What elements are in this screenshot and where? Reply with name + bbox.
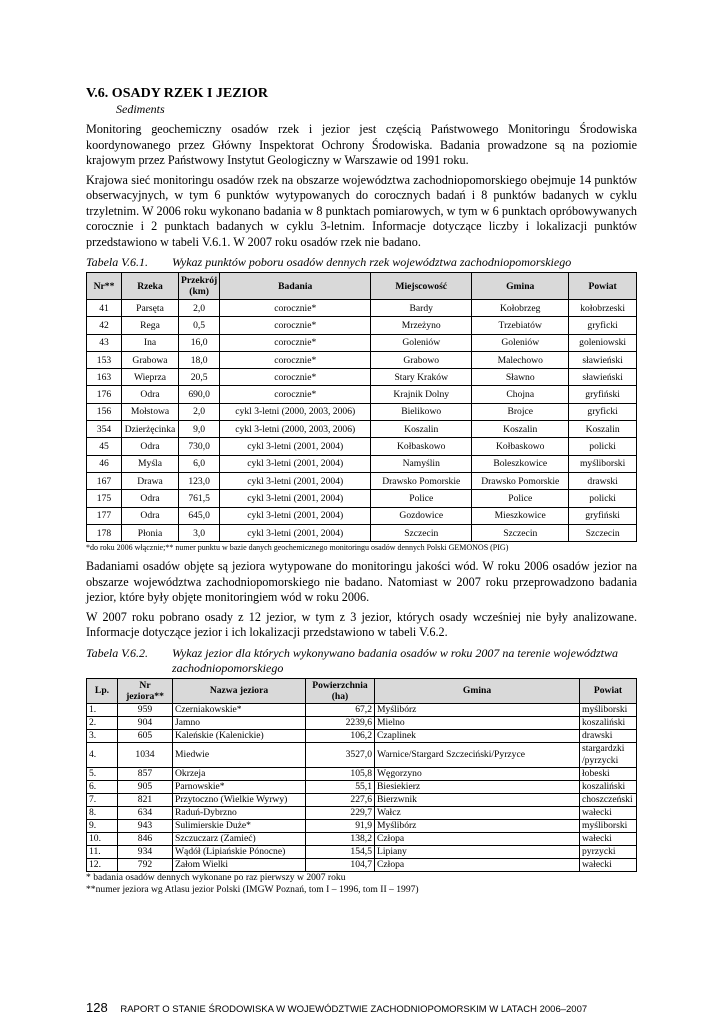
table-cell: 0,5 (179, 317, 220, 334)
table-row (87, 780, 637, 793)
table-cell: wałecki (580, 832, 637, 845)
table-cell: Raduń-Dybrzno (173, 806, 306, 819)
table-cell: Mieszkowice (472, 507, 569, 524)
table-cell: 761,5 (179, 490, 220, 507)
table-cell: drawski (580, 729, 637, 742)
table-cell: pyrzycki (580, 845, 637, 858)
table-cell: Bierzwnik (375, 793, 580, 806)
table-cell: 934 (118, 845, 173, 858)
table-cell: Chojna (472, 386, 569, 403)
table-cell: 8. (87, 806, 118, 819)
table1-caption-label: Tabela V.6.1. (86, 255, 149, 269)
table-cell: Kołobrzeg (472, 300, 569, 317)
table-row (87, 858, 637, 871)
table-cell: 6,0 (179, 455, 220, 472)
table-cell: Sławno (472, 369, 569, 386)
table-cell: 55,1 (306, 780, 375, 793)
table-row (87, 729, 637, 742)
table-cell: 821 (118, 793, 173, 806)
table-cell: corocznie* (220, 369, 371, 386)
table-header-row (87, 273, 637, 300)
table-cell: Rega (122, 317, 179, 334)
table-cell: Okrzeja (173, 767, 306, 780)
table-cell: 2,0 (179, 300, 220, 317)
table-row (87, 386, 637, 403)
col-header: Lp. (87, 678, 118, 703)
table-row (87, 317, 637, 334)
table-cell: 20,5 (179, 369, 220, 386)
table-cell: 227,6 (306, 793, 375, 806)
table-cell: 12. (87, 858, 118, 871)
col-header: Nr** (87, 273, 122, 300)
table-cell: corocznie* (220, 351, 371, 368)
table-cell: Lipiany (375, 845, 580, 858)
page (86, 86, 637, 896)
table-cell: corocznie* (220, 300, 371, 317)
table-cell: 16,0 (179, 334, 220, 351)
table-cell: Miedwie (173, 742, 306, 767)
table-cell: Mołstowa (122, 403, 179, 420)
page-footer (86, 1000, 587, 1015)
table-cell: Szczuczarz (Zamieć) (173, 832, 306, 845)
table-cell: Węgorzyno (375, 767, 580, 780)
table-cell: Goleniów (472, 334, 569, 351)
table-cell: 41 (87, 300, 122, 317)
table-cell: Bardy (371, 300, 472, 317)
table2-caption-text: Wykaz jezior dla których wykonywano badania osadów w roku 2007 na terenie województwa zachodniopomorskiego (172, 645, 618, 675)
table-cell: 2239,6 (306, 716, 375, 729)
table-cell: cykl 3-letni (2001, 2004) (220, 507, 371, 524)
table-cell: 2,0 (179, 403, 220, 420)
table-cell: Załom Wielki (173, 858, 306, 871)
table-cell: corocznie* (220, 317, 371, 334)
table-row (87, 742, 637, 767)
table-cell: Grabowo (371, 351, 472, 368)
table-cell: Drawsko Pomorskie (371, 472, 472, 489)
table-cell: Wieprza (122, 369, 179, 386)
table-cell: Namyślin (371, 455, 472, 472)
table-cell: 7. (87, 793, 118, 806)
col-header: Gmina (375, 678, 580, 703)
table-cell: 1034 (118, 742, 173, 767)
table-row (87, 793, 637, 806)
table-cell: cykl 3-letni (2001, 2004) (220, 490, 371, 507)
table-row (87, 806, 637, 819)
table-row (87, 845, 637, 858)
table-cell: Człopa (375, 832, 580, 845)
table-cell: 154,5 (306, 845, 375, 858)
table-cell: 943 (118, 819, 173, 832)
table-cell: Myślibórz (375, 819, 580, 832)
lake-sediments-table (86, 678, 637, 872)
table-cell: 123,0 (179, 472, 220, 489)
table-cell: Drawsko Pomorskie (472, 472, 569, 489)
table-cell: wałecki (580, 806, 637, 819)
page-number: 128 (86, 1000, 108, 1015)
table-row (87, 472, 637, 489)
table-cell: Myśla (122, 455, 179, 472)
table-header-row (87, 678, 637, 703)
table-cell: 4. (87, 742, 118, 767)
table-cell: Czaplinek (375, 729, 580, 742)
table-cell: Koszalin (371, 421, 472, 438)
table-cell: Odra (122, 438, 179, 455)
table-row (87, 767, 637, 780)
table-cell: Przytoczno (Wielkie Wyrwy) (173, 793, 306, 806)
table-cell: cykl 3-letni (2000, 2003, 2006) (220, 421, 371, 438)
table-cell: cykl 3-letni (2001, 2004) (220, 455, 371, 472)
table-cell: 9,0 (179, 421, 220, 438)
table-cell: Szczecin (472, 524, 569, 541)
table-cell: 153 (87, 351, 122, 368)
table-cell: cykl 3-letni (2001, 2004) (220, 438, 371, 455)
table-cell: 156 (87, 403, 122, 420)
table-cell: Trzebiatów (472, 317, 569, 334)
table-cell: 43 (87, 334, 122, 351)
table-cell: 1. (87, 703, 118, 716)
table-cell: 3. (87, 729, 118, 742)
table-cell: kołobrzeski (569, 300, 637, 317)
table-cell: gryfiński (569, 386, 637, 403)
table-cell: gryfiński (569, 507, 637, 524)
table-cell: cykl 3-letni (2000, 2003, 2006) (220, 403, 371, 420)
table-cell: 11. (87, 845, 118, 858)
table-cell: 176 (87, 386, 122, 403)
table-cell: 6. (87, 780, 118, 793)
table-cell: Wądół (Lipiańskie Pónocne) (173, 845, 306, 858)
table-cell: sławieński (569, 369, 637, 386)
table-cell: policki (569, 490, 637, 507)
table-cell: 690,0 (179, 386, 220, 403)
table-cell: 45 (87, 438, 122, 455)
table-cell: 2. (87, 716, 118, 729)
table-cell: 5. (87, 767, 118, 780)
table1-note: *do roku 2006 włącznie;** numer punktu w bazie danych geochemicznego monitoringu osadów dennych Polski GEMONOS (PIG) (86, 543, 509, 553)
table-cell: policki (569, 438, 637, 455)
table-cell: Kołbaskowo (371, 438, 472, 455)
table2-caption-label: Tabela V.6.2. (86, 645, 149, 660)
table-cell: gryficki (569, 317, 637, 334)
table-cell: 605 (118, 729, 173, 742)
table-cell: 354 (87, 421, 122, 438)
table-cell: Odra (122, 386, 179, 403)
table-cell: Człopa (375, 858, 580, 871)
table1-caption (86, 255, 637, 270)
table-cell: 645,0 (179, 507, 220, 524)
table-cell: cykl 3-letni (2001, 2004) (220, 524, 371, 541)
table-cell: Mrzeżyno (371, 317, 472, 334)
col-header: Rzeka (122, 273, 179, 300)
table-cell: 229,7 (306, 806, 375, 819)
table-cell: łobeski (580, 767, 637, 780)
table-cell: myśliborski (569, 455, 637, 472)
col-header: Nazwa jeziora (173, 678, 306, 703)
table-cell: 42 (87, 317, 122, 334)
table-row (87, 421, 637, 438)
table-cell: choszczeński (580, 793, 637, 806)
table-cell: gryficki (569, 403, 637, 420)
paragraph: Krajowa sieć monitoringu osadów rzek na obszarze województwa zachodniopomorskiego obejmuje 14 punktów obserwacyjnych, w tym 6 punktów wytypowanych do corocznych badań i 8 punktów badanych w cyklu trzyletnim. W 2006 roku wykonano badania w 8 punktach pomiarowych, w tym w 6 punktach opróbowywanych corocznie i 2 punktach badanych w cyklu 3-letnim. Informacje dotyczące liczby i lokalizacji punktów przedstawiono w tabeli V.6.1. W 2007 roku osadów rzek nie badano. (86, 172, 637, 249)
col-header: Badania (220, 273, 371, 300)
table-row (87, 507, 637, 524)
table-cell: Grabowa (122, 351, 179, 368)
table-cell: Ina (122, 334, 179, 351)
table-cell: stargardzki /pyrzycki (580, 742, 637, 767)
table-cell: drawski (569, 472, 637, 489)
table-cell: Koszalin (569, 421, 637, 438)
table-cell: 634 (118, 806, 173, 819)
table-row (87, 455, 637, 472)
table-cell: Boleszkowice (472, 455, 569, 472)
table-row (87, 300, 637, 317)
table-row (87, 369, 637, 386)
river-sediments-table (86, 272, 637, 542)
table-cell: Odra (122, 507, 179, 524)
table-cell: Odra (122, 490, 179, 507)
table-cell: 105,8 (306, 767, 375, 780)
table-cell: 167 (87, 472, 122, 489)
paragraph: W 2007 roku pobrano osady z 12 jezior, w tym z 3 jezior, których osady wcześniej nie były analizowane. Informacje dotyczące jezior i ich lokalizacji przedstawiono w tabeli V.6.2. (86, 609, 637, 640)
table-cell: Parnowskie* (173, 780, 306, 793)
table-cell: Police (371, 490, 472, 507)
table-cell: Krajnik Dolny (371, 386, 472, 403)
col-header: Nr jeziora** (118, 678, 173, 703)
paragraph: Badaniami osadów objęte są jeziora wytypowane do monitoringu jakości wód. W roku 2006 osadów jezior na obszarze województwa zachodniopomorskiego nie badano. Natomiast w 2007 roku przeprowadzono badania jezior, które były objęte monitoringiem wód w roku 2006. (86, 559, 637, 605)
table-cell: 67,2 (306, 703, 375, 716)
table-row (87, 819, 637, 832)
table-cell: cykl 3-letni (2001, 2004) (220, 472, 371, 489)
table-cell: Mielno (375, 716, 580, 729)
table-cell: 905 (118, 780, 173, 793)
table-row (87, 703, 637, 716)
table-cell: Kaleńskie (Kalenickie) (173, 729, 306, 742)
table-cell: Szczecin (371, 524, 472, 541)
table1-caption-text: Wykaz punktów poboru osadów dennych rzek województwa zachodniopomorskiego (172, 255, 572, 269)
table-cell: 792 (118, 858, 173, 871)
col-header: Powiat (569, 273, 637, 300)
table-row (87, 403, 637, 420)
table-cell: Malechowo (472, 351, 569, 368)
table-cell: Kołbaskowo (472, 438, 569, 455)
table-cell: 178 (87, 524, 122, 541)
table-cell: Gozdowice (371, 507, 472, 524)
table-cell: corocznie* (220, 386, 371, 403)
table-cell: 904 (118, 716, 173, 729)
table-row (87, 334, 637, 351)
table-cell: sławieński (569, 351, 637, 368)
table-cell: 3,0 (179, 524, 220, 541)
table-cell: 104,7 (306, 858, 375, 871)
table2-note: **numer jeziora wg Atlasu jezior Polski (IMGW Poznań, tom I – 1996, tom II – 1997) (86, 883, 419, 895)
table-cell: Bielikowo (371, 403, 472, 420)
table-cell: Biesiekierz (375, 780, 580, 793)
section-subtitle: Sediments (116, 102, 165, 116)
table-cell: 175 (87, 490, 122, 507)
table-cell: 177 (87, 507, 122, 524)
col-header: Przekrój (km) (179, 273, 220, 300)
paragraph: Monitoring geochemiczny osadów rzek i jezior jest częścią Państwowego Monitoringu Środowiska koordynowanego przez Główny Inspektorat Ochrony Środowiska. Badania prowadzone są na poziomie krajowym przez Państwowy Instytut Geologiczny w Warszawie od 1991 roku. (86, 122, 637, 167)
table-cell: 857 (118, 767, 173, 780)
table-cell: Brojce (472, 403, 569, 420)
table-cell: Police (472, 490, 569, 507)
table-cell: koszaliński (580, 780, 637, 793)
table-row (87, 524, 637, 541)
table-cell: Stary Kraków (371, 369, 472, 386)
table-cell: 163 (87, 369, 122, 386)
table-cell: wałecki (580, 858, 637, 871)
table2-caption (86, 646, 637, 676)
table-cell: Jamno (173, 716, 306, 729)
col-header: Powiat (580, 678, 637, 703)
table-cell: 9. (87, 819, 118, 832)
table-row (87, 490, 637, 507)
table-cell: Warnice/Stargard Szczeciński/Pyrzyce (375, 742, 580, 767)
table-cell: koszaliński (580, 716, 637, 729)
table-cell: Drawa (122, 472, 179, 489)
table-cell: 46 (87, 455, 122, 472)
footer-text: RAPORT O STANIE ŚRODOWISKA W WOJEWÓDZTWIE ZACHODNIOPOMORSKIM W LATACH 2006–2007 (120, 1004, 588, 1015)
table-cell: Goleniów (371, 334, 472, 351)
table-cell: 10. (87, 832, 118, 845)
table-cell: 730,0 (179, 438, 220, 455)
table-cell: Sulimierskie Duże* (173, 819, 306, 832)
col-header: Powierzchnia (ha) (306, 678, 375, 703)
table-cell: Dzierżęcinka (122, 421, 179, 438)
table-cell: Płonia (122, 524, 179, 541)
table-cell: 138,2 (306, 832, 375, 845)
table-cell: Parsęta (122, 300, 179, 317)
table-cell: corocznie* (220, 334, 371, 351)
table-cell: 3527,0 (306, 742, 375, 767)
table-cell: 106,2 (306, 729, 375, 742)
table-cell: goleniowski (569, 334, 637, 351)
table-cell: Szczecin (569, 524, 637, 541)
table-row (87, 832, 637, 845)
table-cell: Wałcz (375, 806, 580, 819)
table2-note: * badania osadów dennych wykonane po raz pierwszy w 2007 roku (86, 871, 346, 883)
table-cell: Myślibórz (375, 703, 580, 716)
table-cell: myśliborski (580, 703, 637, 716)
col-header: Gmina (472, 273, 569, 300)
table-row (87, 716, 637, 729)
section-title: V.6. OSADY RZEK I JEZIOR (86, 86, 269, 101)
table-cell: 18,0 (179, 351, 220, 368)
table-cell: 959 (118, 703, 173, 716)
table-cell: 846 (118, 832, 173, 845)
table-cell: Koszalin (472, 421, 569, 438)
table-cell: myśliborski (580, 819, 637, 832)
table-row (87, 351, 637, 368)
table-row (87, 438, 637, 455)
col-header: Miejscowość (371, 273, 472, 300)
table-cell: Czerniakowskie* (173, 703, 306, 716)
table-cell: 91,9 (306, 819, 375, 832)
